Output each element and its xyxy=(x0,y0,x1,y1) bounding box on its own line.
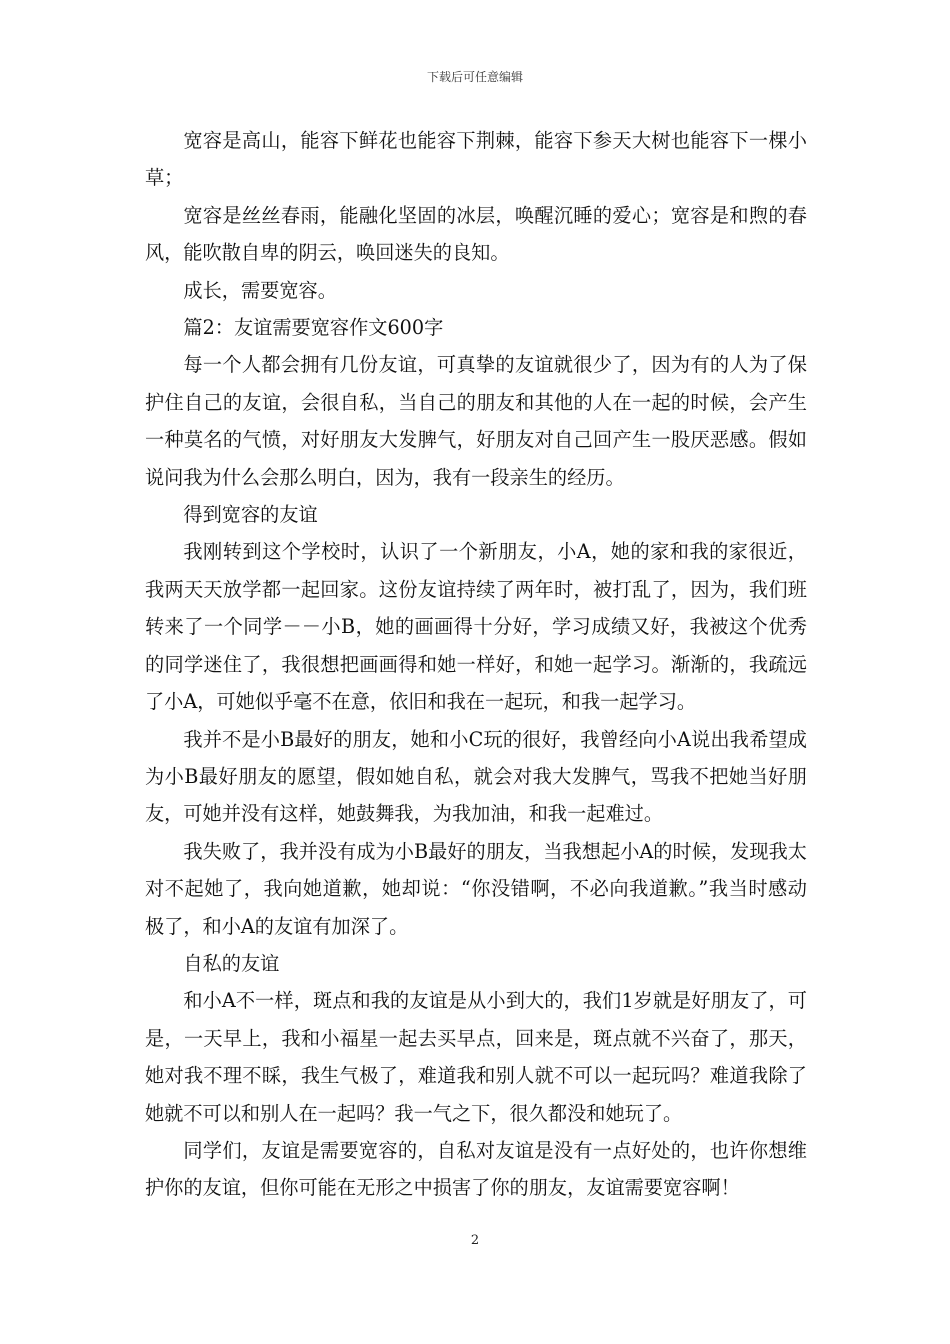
paragraph-friend-b: 我并不是小B最好的朋友，她和小C玩的很好，我曾经向小A说出我希望成为小B最好朋友的愿望，假如她自私，就会对我大发脾气，骂我不把她当好朋友，可她并没有这样，她鼓舞我，为我加油，和我一起难过。 xyxy=(145,727,807,826)
paragraph-apology: 我失败了，我并没有成为小B最好的朋友，当我想起小A的时候，发现我太对不起她了，我向她道歉，她却说：“你没错啊，不必向我道歉。”我当时感动极了，和小A的友谊有加深了。 xyxy=(145,839,807,938)
section-heading-selfish-friendship: 自私的友谊 xyxy=(183,951,280,975)
paragraph-conclusion: 同学们，友谊是需要宽容的，自私对友谊是没有一点好处的，也许你想维护你的友谊，但你可能在无形之中损害了你的朋友，友谊需要宽容啊！ xyxy=(145,1138,807,1200)
paragraph-growth-needs-tolerance: 成长，需要宽容。 xyxy=(183,278,337,302)
page-number: 2 xyxy=(470,1233,480,1248)
article-title: 篇2：友谊需要宽容作文600字 xyxy=(183,316,444,340)
paragraph-new-friend-a: 我刚转到这个学校时，认识了一个新朋友，小A，她的家和我的家很近，我两天天放学都一起回家。这份友谊持续了两年时，被打乱了，因为，我们班转来了一个同学－－小B，她的画画得十分好，学习成绩又好，我被这个优秀的同学迷住了，我很想把画画得和她一样好，和她一起学习。渐渐的，我疏远了小A，可她似乎毫不在意，依旧和我在一起玩，和我一起学习。 xyxy=(145,540,807,714)
section-heading-tolerant-friendship: 得到宽容的友谊 xyxy=(183,503,318,527)
paragraph-tolerance-rain: 宽容是丝丝春雨，能融化坚固的冰层，唤醒沉睡的爱心；宽容是和煦的春风，能吹散自卑的阴云，唤回迷失的良知。 xyxy=(145,203,807,265)
paragraph-intro-friendship: 每一个人都会拥有几份友谊，可真挚的友谊就很少了，因为有的人为了保护住自己的友谊，会很自私，当自己的朋友和其他的人在一起的时候，会产生一种莫名的气愤，对好朋友大发脾气，好朋友对自己回产生一股厌恶感。假如说问我为什么会那么明白，因为，我有一段亲生的经历。 xyxy=(145,353,807,489)
paragraph-spots: 和小A不一样，斑点和我的友谊是从小到大的，我们1岁就是好朋友了，可是，一天早上，我和小福星一起去买早点，回来是，斑点就不兴奋了，那天，她对我不理不睬，我生气极了，难道我和别人就不可以一起玩吗？难道我除了她就不可以和别人在一起吗？我一气之下，很久都没和她玩了。 xyxy=(145,989,807,1125)
page-header: 下载后可任意编辑 xyxy=(426,70,523,84)
document-body xyxy=(145,122,807,1207)
paragraph-tolerance-mountain: 宽容是高山，能容下鲜花也能容下荆棘，能容下参天大树也能容下一棵小草； xyxy=(145,129,807,190)
